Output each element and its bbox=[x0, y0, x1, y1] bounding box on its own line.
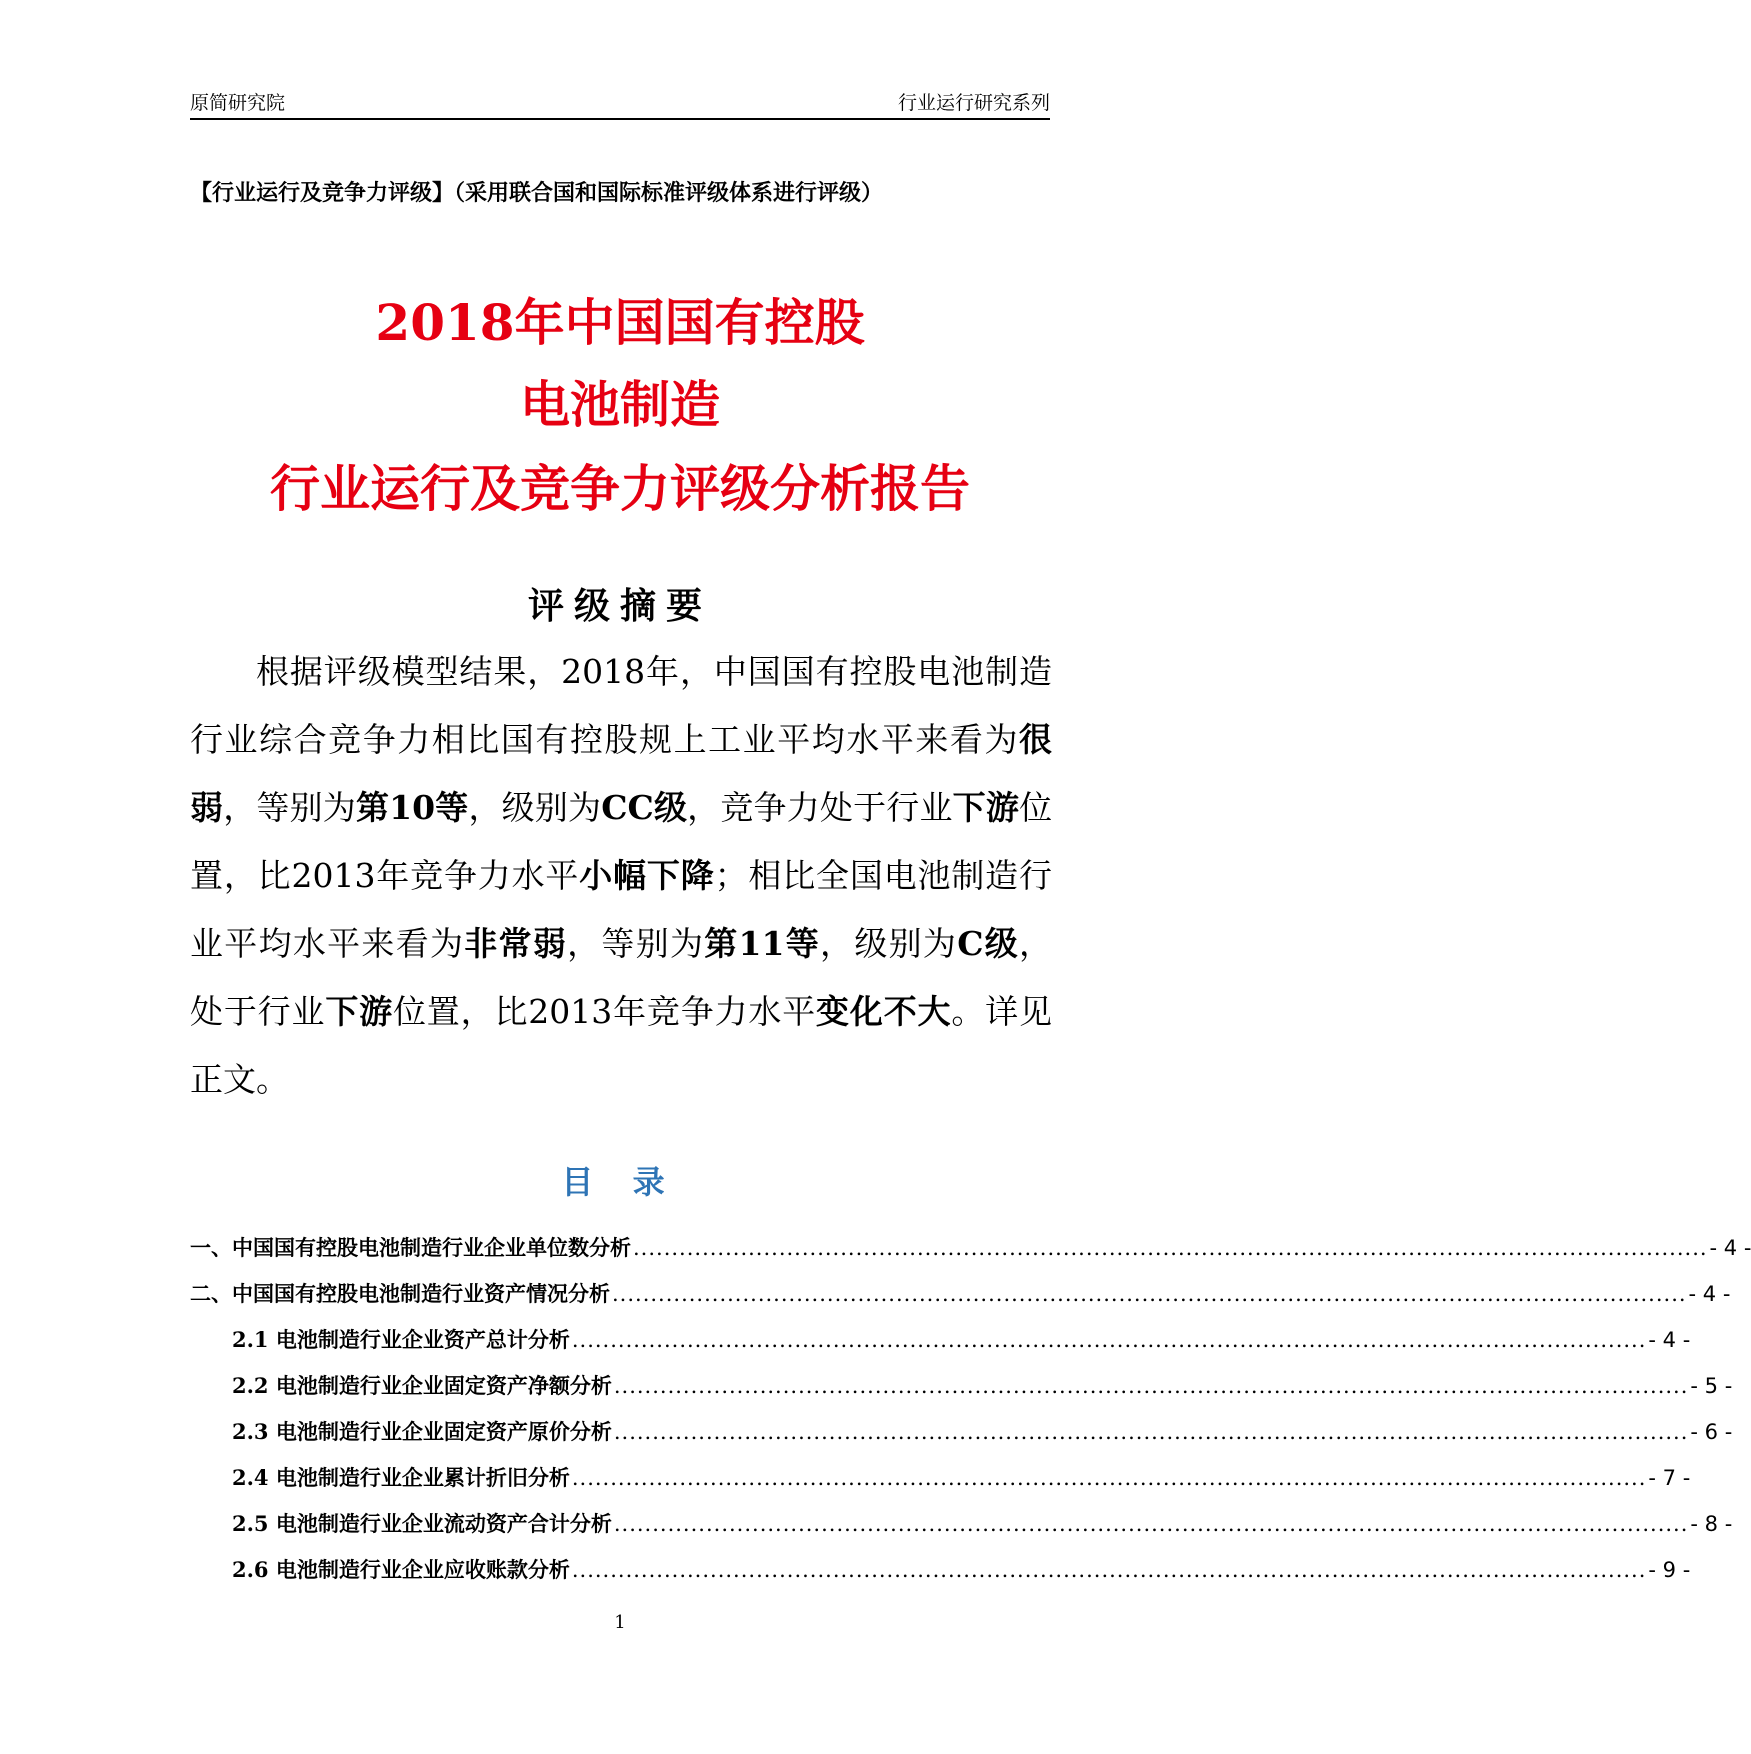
toc-entry-page: - 5 - bbox=[1690, 1374, 1733, 1398]
summary-text: ，级别为 bbox=[820, 924, 958, 963]
summary-highlight: 非常弱 bbox=[464, 924, 568, 963]
toc-entry[interactable] bbox=[232, 1462, 1691, 1496]
report-title-line-3: 行业运行及竞争力评级分析报告 bbox=[270, 459, 970, 518]
summary-text: ，处于行业 bbox=[190, 924, 1053, 1031]
summary-highlight: 第11等 bbox=[704, 924, 821, 963]
summary-highlight: C级 bbox=[957, 924, 1020, 963]
toc-entry-label: 2.5 电池制造行业企业流动资产合计分析 bbox=[232, 1511, 612, 1536]
summary-text: ，等别为 bbox=[223, 788, 356, 827]
summary-highlight: 第10等 bbox=[355, 788, 469, 827]
summary-highlight: 小幅下降 bbox=[579, 856, 715, 895]
header-right-series: 行业运行研究系列 bbox=[897, 92, 1050, 114]
toc-entry[interactable] bbox=[232, 1554, 1691, 1588]
toc-leader-dots: ............................................................................................................................................ bbox=[612, 1282, 1687, 1306]
toc-entry-label: 2.2 电池制造行业企业固定资产净额分析 bbox=[232, 1373, 612, 1398]
toc-entry[interactable] bbox=[232, 1370, 1733, 1404]
report-title-line-2: 电池制造 bbox=[520, 375, 720, 434]
summary-text: ，级别为 bbox=[468, 788, 602, 827]
toc-entry-page: - 4 - bbox=[1688, 1282, 1731, 1306]
toc-entry-page: - 6 - bbox=[1690, 1420, 1733, 1444]
toc-heading: 目 录 bbox=[561, 1163, 679, 1201]
toc-entry[interactable] bbox=[232, 1508, 1733, 1542]
toc-leader-dots: ............................................................................................................................................ bbox=[613, 1374, 1689, 1398]
toc-leader-dots: ............................................................................................................................................ bbox=[571, 1466, 1647, 1490]
toc-leader-dots: ............................................................................................................................................ bbox=[613, 1420, 1689, 1444]
report-title-line-1: 2018年中国国有控股 bbox=[375, 293, 865, 352]
toc-entry-page: - 8 - bbox=[1690, 1512, 1733, 1536]
toc-entry[interactable] bbox=[190, 1278, 1731, 1312]
report-subtitle: 【行业运行及竞争力评级】（采用联合国和国际标准评级体系进行评级） bbox=[190, 180, 884, 206]
toc-entry-label: 2.1 电池制造行业企业资产总计分析 bbox=[232, 1327, 570, 1352]
summary-text: 位置，比2013年竞争力水平 bbox=[190, 788, 1053, 895]
toc-entry[interactable] bbox=[190, 1232, 1751, 1266]
toc-entry-page: - 4 - bbox=[1709, 1236, 1751, 1260]
toc-entry-page: - 4 - bbox=[1648, 1328, 1691, 1352]
page-header bbox=[190, 86, 1050, 120]
summary-text: ，等别为 bbox=[567, 924, 705, 963]
toc-leader-dots: ............................................................................................................................................ bbox=[613, 1512, 1689, 1536]
summary-heading: 评级摘要 bbox=[527, 586, 712, 627]
summary-text: ，竞争力处于行业 bbox=[687, 788, 953, 827]
toc-leader-dots: ............................................................................................................................................ bbox=[571, 1328, 1647, 1352]
summary-highlight: 变化不大 bbox=[816, 992, 952, 1031]
toc-entry[interactable] bbox=[232, 1324, 1691, 1358]
summary-text: 根据评级模型结果，2018年，中国国有控股电池制造行业综合竞争力相比国有控股规上工业平均水平来看为 bbox=[190, 652, 1052, 759]
summary-text: 位置，比2013年竞争力水平 bbox=[392, 992, 817, 1031]
page-number: 1 bbox=[614, 1612, 626, 1633]
header-left-org: 原简研究院 bbox=[190, 92, 286, 114]
toc-entry-label: 2.4 电池制造行业企业累计折旧分析 bbox=[232, 1465, 570, 1490]
summary-highlight: 很弱 bbox=[190, 720, 1052, 827]
toc-entry-label: 2.6 电池制造行业企业应收账款分析 bbox=[232, 1557, 570, 1582]
summary-paragraph bbox=[190, 638, 1052, 1114]
summary-highlight: CC级 bbox=[601, 788, 688, 827]
toc-entry-label: 二、中国国有控股电池制造行业资产情况分析 bbox=[190, 1281, 610, 1306]
toc-entry-page: - 7 - bbox=[1648, 1466, 1691, 1490]
toc-entry-label: 一、中国国有控股电池制造行业企业单位数分析 bbox=[190, 1235, 631, 1260]
toc-leader-dots: ............................................................................................................................................ bbox=[571, 1558, 1647, 1582]
toc-entry-label: 2.3 电池制造行业企业固定资产原价分析 bbox=[232, 1419, 612, 1444]
summary-highlight: 下游 bbox=[952, 788, 1020, 827]
toc-entry[interactable] bbox=[232, 1416, 1733, 1450]
toc-leader-dots: ............................................................................................................................................ bbox=[633, 1236, 1708, 1260]
toc-entry-page: - 9 - bbox=[1648, 1558, 1691, 1582]
summary-text: ；相比全国电池制造行业平均水平来看为 bbox=[190, 856, 1053, 963]
summary-highlight: 下游 bbox=[325, 992, 393, 1031]
summary-text: 。详见正文。 bbox=[190, 992, 1053, 1099]
